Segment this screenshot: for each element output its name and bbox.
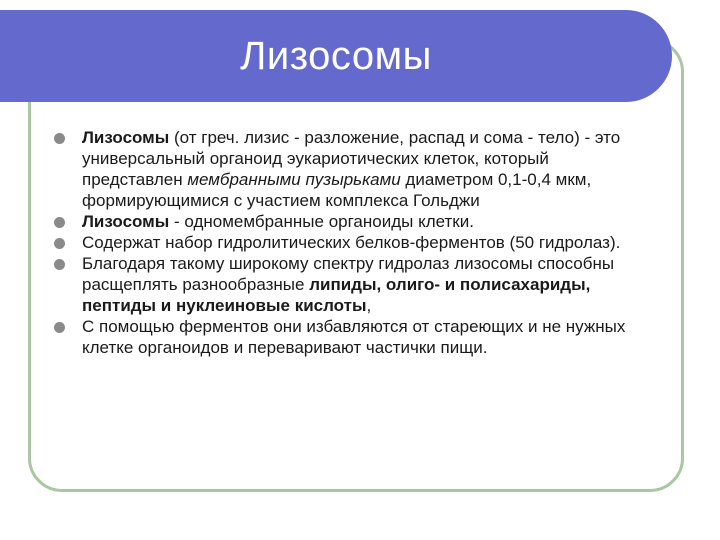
bullet-dot-icon xyxy=(54,133,65,144)
bullet-text: (от греч. лизис - разложение, распад и сома - тело) - это универсальный органоид эукариотических клеток, который представлен xyxy=(82,128,621,189)
bullet-item xyxy=(54,127,654,211)
bullet-dot-icon xyxy=(54,217,65,228)
bullet-item xyxy=(54,316,654,358)
bullet-text: , xyxy=(366,296,372,315)
bullet-text: Лизосомы xyxy=(82,128,170,147)
bullet-item xyxy=(54,232,654,253)
bullet-text: Благодаря такому широкому спектру гидролаз лизосомы способны расщеплять разнообразные xyxy=(82,254,615,294)
bullet-item xyxy=(54,253,654,316)
bullet-text: Лизосомы xyxy=(82,212,170,231)
bullet-dot-icon xyxy=(54,322,65,333)
bullet-list xyxy=(54,127,654,358)
bullet-dot-icon xyxy=(54,238,65,249)
bullet-text: липиды, олиго- и полисахариды, пептиды и нуклеиновые кислоты xyxy=(82,275,591,315)
bullet-text: - одномембранные органоиды клетки. xyxy=(169,212,474,231)
slide-title: Лизосомы xyxy=(240,33,432,78)
bullet-text: С помощью ферментов они избавляются от стареющих и не нужных клетке органоидов и переваривают частички пищи. xyxy=(82,317,626,357)
bullet-text: диаметром 0,1-0,4 мкм, формирующимися с участием комплекса Гольджи xyxy=(82,170,592,210)
title-bar xyxy=(0,10,672,102)
title-underline xyxy=(100,102,638,104)
bullet-item xyxy=(54,211,654,232)
bullet-text: Содержат набор гидролитических белков-ферментов (50 гидролаз). xyxy=(82,233,621,252)
bullet-text: мембранными пузырьками xyxy=(187,170,401,189)
bullet-dot-icon xyxy=(54,259,65,270)
